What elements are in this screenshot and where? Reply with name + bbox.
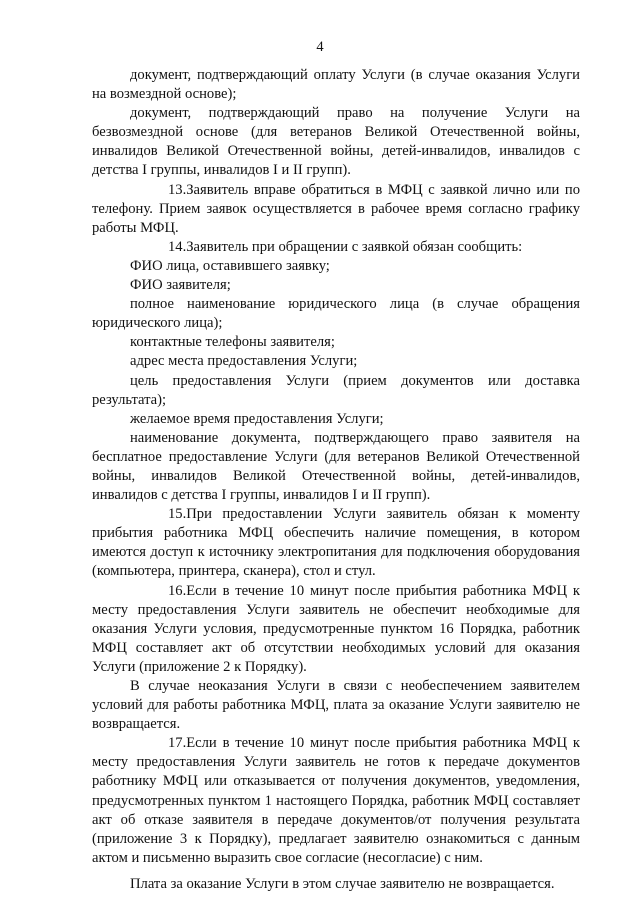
list-item: ФИО заявителя; (130, 277, 231, 294)
paragraph: В случае неоказания Услуги в связи с необеспечением заявителем условий для работы работника МФЦ, плата за оказание Услуги заявителю не возвращается. (92, 678, 580, 733)
numbered-paragraph-16 (92, 582, 580, 677)
numbered-paragraph-17 (92, 734, 580, 868)
page-number: 4 (316, 39, 324, 55)
numbered-paragraph-13 (92, 181, 580, 238)
paragraph-text: Заявитель вправе обратиться в МФЦ с заявкой лично или по телефону. Прием заявок осуществляется в рабочее время согласно графику работы МФЦ. (92, 181, 580, 236)
paragraph: Плата за оказание Услуги в этом случае заявителю не возвращается. (130, 875, 555, 892)
paragraph-text: Если в течение 10 минут после прибытия работника МФЦ к месту предоставления Услуги заявитель не готов к передаче документов работнику МФЦ или отказывается от получения документов, уведомления, предусмотренных пунктом 1 настоящего Порядка, работник МФЦ составляет акт об отказе заявителя в передаче документов/от получения результата (приложение 3 к Порядку), предлагает заявителю ознакомиться с данным актом и письменно выразить свое согласие (несогласие) с ним. (92, 735, 580, 866)
paragraph-text: Заявитель при обращении с заявкой обязан сообщить: (186, 238, 523, 255)
list-item: наименование документа, подтверждающего право заявителя на бесплатное предоставление Услуги (для ветеранов Великой Отечественной войны, инвалидов Великой Отечественной войны, детей-инвалидов, инвалидов с детства I группы, инвалидов I и II групп). (92, 429, 580, 504)
paragraph-spacer (92, 868, 580, 875)
paragraph-number: 15. (168, 506, 187, 523)
list-item: полное наименование юридического лица (в случае обращения юридического лица); (92, 296, 580, 332)
list-item: желаемое время предоставления Услуги; (130, 410, 384, 427)
list-item: контактные телефоны заявителя; (130, 334, 335, 351)
list-item: цель предоставления Услуги (прием документов или доставка результата); (92, 372, 580, 408)
paragraph: документ, подтверждающий оплату Услуги (в случае оказания Услуги на возмездной основе); (92, 67, 580, 103)
paragraph-number: 17. (168, 735, 187, 752)
paragraph: документ, подтверждающий право на получение Услуги на безвозмездной основе (для ветеранов Великой Отечественной войны, инвалидов Великой Отечественной войны, детей-инвалидов, инвалидов с детства I группы, инвалидов I и II групп). (92, 105, 580, 179)
paragraph-text: При предоставлении Услуги заявитель обязан к моменту прибытия работника МФЦ обеспечить наличие помещения, в котором имеются доступ к источнику электропитания для подключения оборудования (компьютера, принтера, сканера), стол и стул. (92, 506, 580, 580)
paragraph-text: Если в течение 10 минут после прибытия работника МФЦ к месту предоставления Услуги заявитель не обеспечит необходимые для оказания Услуги условия, предусмотренные пунктом 16 Порядка, работник МФЦ составляет акт об отсутствии необходимых условий для оказания Услуги (приложение 2 к Порядку). (92, 582, 580, 675)
paragraph-number: 16. (168, 582, 187, 599)
numbered-paragraph-15 (92, 505, 580, 581)
paragraph-number: 13. (168, 181, 187, 198)
list-item: адрес места предоставления Услуги; (130, 353, 358, 370)
paragraph-number: 14. (168, 238, 187, 255)
numbered-paragraph-14 (92, 238, 580, 257)
document-body (92, 66, 580, 894)
list-item: ФИО лица, оставившего заявку; (130, 257, 330, 274)
